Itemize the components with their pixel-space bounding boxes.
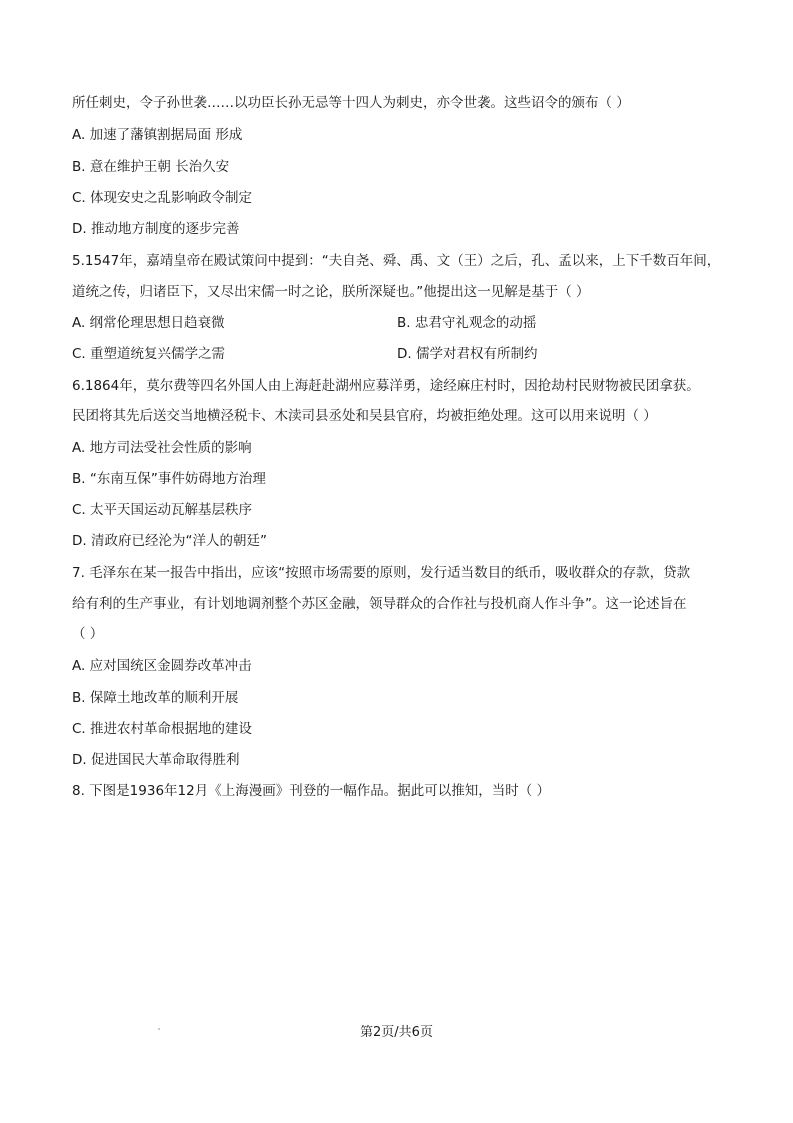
q7-stem-line2: 给有利的生产事业，有计划地调剂整个苏区金融，领导群众的合作社与投机商人作斗争”。这一论述旨在 xyxy=(72,596,687,612)
q6-option-d: D. 清政府已经沦为“洋人的朝廷” xyxy=(72,533,267,549)
q7-option-c: C. 推进农村革命根据地的建设 xyxy=(72,721,253,737)
q5-option-a: A. 纲常伦理思想日趋衰微 xyxy=(72,315,225,331)
q4-option-d: D. 推动地方制度的逐步完善 xyxy=(72,221,240,237)
q6-option-b: B. “东南互保”事件妨碍地方治理 xyxy=(72,471,266,487)
q5-stem-line1: 5.1547年，嘉靖皇帝在殿试策问中提到：“夫自尧、舜、禹、文（王）之后，孔、孟以来，上下千数百年间， xyxy=(72,253,721,269)
q4-option-b: B. 意在维护王朝 长治久安 xyxy=(72,159,230,175)
q5-option-b: B. 忠君守礼观念的动摇 xyxy=(397,315,537,331)
q7-stem-line1: 7. 毛泽东在某一报告中指出，应该“按照市场需要的原则，发行适当数目的纸币，吸收群众的存款，贷款 xyxy=(72,565,691,581)
q7-option-a: A. 应对国统区金圆券改革冲击 xyxy=(72,658,252,674)
q7-stem-line3: （ ） xyxy=(72,626,104,642)
q7-option-b: B. 保障土地改革的顺利开展 xyxy=(72,690,239,706)
q6-stem-line2: 民团将其先后送交当地横泾税卡、木渎司县丞处和吴县官府，均被拒绝处理。这可以用来说明（ ） xyxy=(72,408,657,424)
q4-option-a: A. 加速了藩镇割据局面 形成 xyxy=(72,127,243,143)
q6-stem-line1: 6.1864年，莫尔费等四名外国人由上海赶赴湖州应募洋勇，途经麻庄村时，因抢劫村民财物被民团拿获。 xyxy=(72,378,700,394)
q5-option-d: D. 儒学对君权有所制约 xyxy=(397,346,538,362)
q7-option-d: D. 促进国民大革命取得胜利 xyxy=(72,752,240,768)
q6-option-c: C. 太平天国运动瓦解基层秩序 xyxy=(72,502,253,518)
q4-stem: 所任刺史，令子孙世袭……以功臣长孙无忌等十四人为刺史，亦令世袭。这些诏令的颁布（ ） xyxy=(72,95,630,111)
q6-option-a: A. 地方司法受社会性质的影响 xyxy=(72,440,252,456)
q8-stem: 8. 下图是1936年12月《上海漫画》刊登的一幅作品。据此可以推知，当时（ ） xyxy=(72,783,550,799)
q4-option-c: C. 体现安史之乱影响政令制定 xyxy=(72,190,253,206)
page-number: 第2页/共6页 xyxy=(360,1025,433,1040)
q5-stem-line2: 道统之传，归诸臣下，又尽出宋儒一时之论，朕所深疑也。”他提出这一见解是基于（ ） xyxy=(72,284,590,300)
q5-option-c: C. 重塑道统复兴儒学之需 xyxy=(72,346,226,362)
